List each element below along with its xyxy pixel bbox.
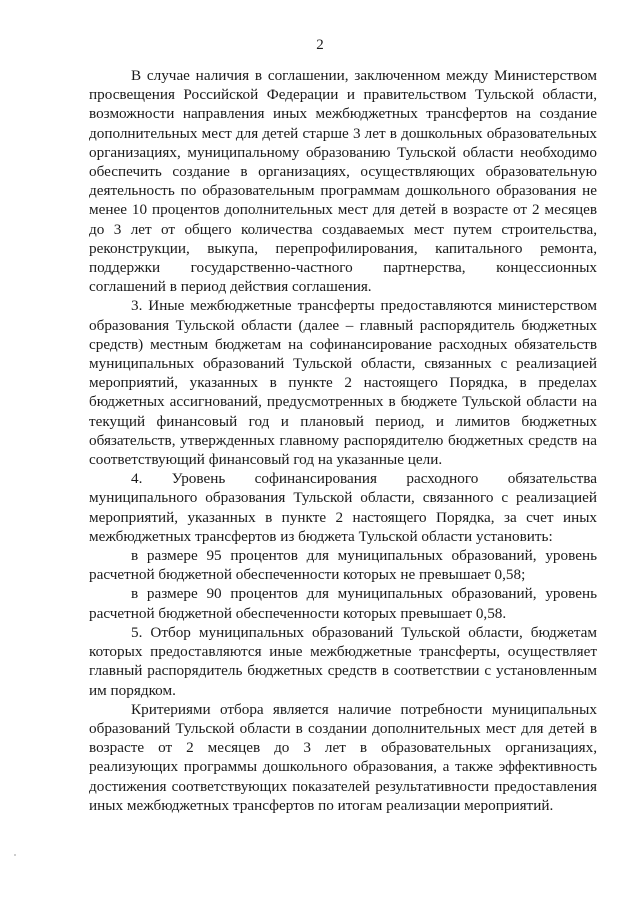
- paragraph-rate-95: в размере 95 процентов для муниципальных образований, уровень расчетной бюджетной обеспеченности которых не превышает 0,58;: [89, 547, 597, 584]
- paragraph-rate-90: в размере 90 процентов для муниципальных образований, уровень расчетной бюджетной обеспеченности которых превышает 0,58.: [89, 585, 597, 622]
- paragraph-intro: В случае наличия в соглашении, заключенном между Министерством просвещения Российской Федерации и правительством Тульской области, возможности направления иных межбюджетных трансфертов на создание дополнительных мест для детей старше 3 лет в дошкольных образовательных организациях, муниципальному образованию Тульской области необходимо обеспечить создание в организациях, осуществляющих образовательную деятельность по образовательным программам дошкольного образования не менее 10 процентов дополнительных мест для детей в возрасте от 2 месяцев до 3 лет от общего количества создаваемых мест путем строительства, реконструкции, выкупа, перепрофилирования, капитального ремонта, поддержки государственно-частного партнерства, концессионных соглашений в период действия соглашения.: [89, 67, 597, 296]
- document-body: [89, 66, 597, 815]
- paragraph-clause-5: 5. Отбор муниципальных образований Тульской области, бюджетам которых предоставляются иные межбюджетные трансферты, осуществляет главный распорядитель бюджетных средств в соответствии с установленным им порядком.: [89, 623, 597, 699]
- paragraph-clause-3: 3. Иные межбюджетные трансферты предоставляются министерством образования Тульской области (далее – главный распорядитель бюджетных средств) местным бюджетам на софинансирование расходных обязательств муниципальных образований Тульской области, связанных с реализацией мероприятий, указанных в пункте 2 настоящего Порядка, в пределах бюджетных ассигнований, предусмотренных в бюджете Тульской области на текущий финансовый год и плановый период, и лимитов бюджетных обязательств, утвержденных главному распорядителю бюджетных средств на соответствующий финансовый год на указанные цели.: [89, 297, 597, 469]
- paragraph-clause-4: 4. Уровень софинансирования расходного обязательства муниципального образования Тульской области, связанного с реализацией мероприятий, указанных в пункте 2 настоящего Порядка, за счет иных межбюджетных трансфертов из бюджета Тульской области установить:: [89, 470, 597, 545]
- scan-artifact: [14, 854, 16, 856]
- page-number: 2: [316, 37, 324, 53]
- paragraph-selection-criteria: Критериями отбора является наличие потребности муниципальных образований Тульской области в создании дополнительных мест для детей в возрасте от 2 месяцев до 3 лет в образовательных организациях, реализующих программы дошкольного образования, а также эффективность достижения соответствующих показателей результативности предоставления иных межбюджетных трансфертов по итогам реализации мероприятий.: [89, 700, 597, 814]
